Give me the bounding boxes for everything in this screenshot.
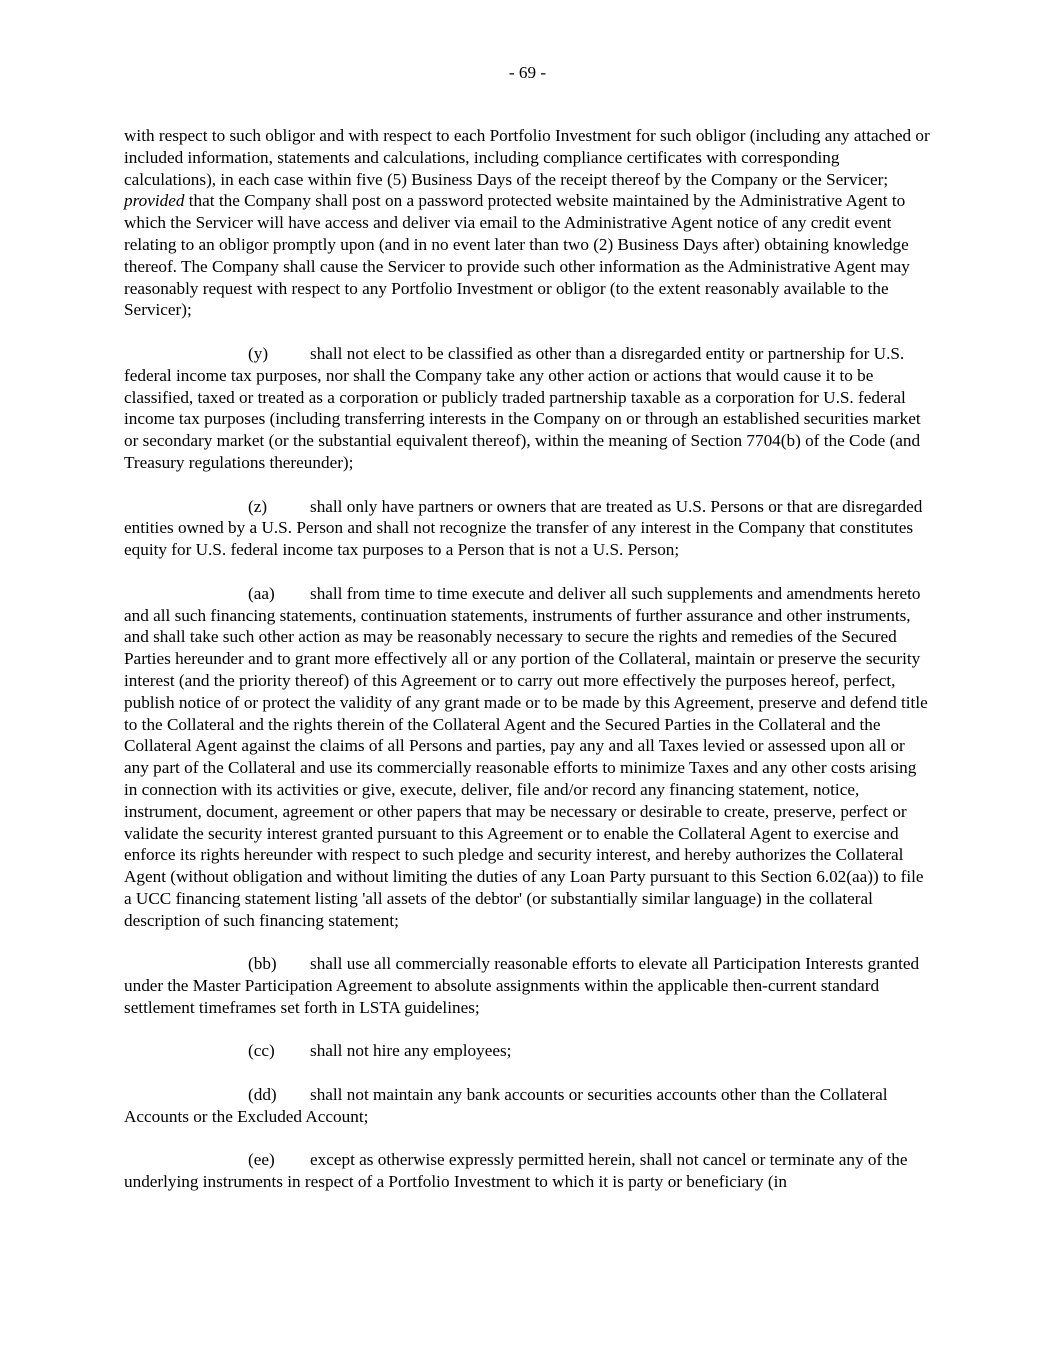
clause-label: (bb) (248, 954, 277, 974)
clause-bb (124, 953, 930, 1018)
clause-text: shall not elect to be classified as other than a disregarded entity or partnership for U.S. federal income tax purposes, nor shall the Company take any other action or actions that would cause it to be classified, taxed or treated as a corporation or publicly traded partnership taxable as a corporation for U.S. federal income tax purposes (including transferring interests in the Company on or through an established securities market or secondary market (or the substantial equivalent thereof), within the meaning of Section 7704(b) of the Code (and Treasury regulations thereunder); (124, 343, 921, 472)
clause-label: (ee) (248, 1150, 275, 1170)
clause-text: shall only have partners or owners that are treated as U.S. Persons or that are disregarded entities owned by a U.S. Person and shall not recognize the transfer of any interest in the Company that constitutes equity for U.S. federal income tax purposes to a Person that is not a U.S. Person; (124, 496, 923, 560)
provided-italic: provided (124, 191, 185, 211)
clause-text: shall from time to time execute and deliver all such supplements and amendments hereto and all such financing statements, continuation statements, instruments of further assurance and other instruments, and shall take such other action as may be reasonably necessary to secure the rights and remedies of the Secured Parties hereunder and to grant more effectively all or any portion of the Collateral, maintain or preserve the security interest (and the priority thereof) of this Agreement or to carry out more effectively the purposes hereof, perfect, publish notice of or protect the validity of any grant made or to be made by this Agreement, preserve and defend title to the Collateral and the rights therein of the Collateral Agent and the Secured Parties in the Collateral and the Collateral Agent against the claims of all Persons and parties, pay any and all Taxes levied or assessed upon all or any part of the Collateral and use its commercially reasonable efforts to minimize Taxes and any other costs arising in connection with its activities or give, execute, deliver, file and/or record any financing statement, notice, instrument, document, agreement or other papers that may be necessary or desirable to create, preserve, perfect or validate the security interest granted pursuant to this Agreement or to enable the Collateral Agent to exercise and enforce its rights hereunder with respect to such pledge and security interest, and hereby authorizes the Collateral Agent (without obligation and without limiting the duties of any Loan Party pursuant to this Section 6.02(aa)) to file a UCC financing statement listing 'all assets of the debtor' (or substantially similar language) in the collateral description of such financing statement; (124, 583, 928, 930)
clause-cc (124, 1040, 930, 1062)
clause-text: shall use all commercially reasonable efforts to elevate all Participation Interests granted under the Master Participation Agreement to absolute assignments within the applicable then-current standard settlement timeframes set forth in LSTA guidelines; (124, 954, 920, 1017)
clause-label: (z) (248, 496, 268, 516)
paragraph-continuation (124, 125, 930, 321)
clause-text: shall not maintain any bank accounts or securities accounts other than the Collateral Accounts or the Excluded Account; (124, 1085, 888, 1126)
clause-label: (cc) (248, 1041, 275, 1061)
clause-label: (y) (248, 343, 269, 363)
clause-y (124, 343, 930, 474)
clause-ee (124, 1149, 930, 1193)
page-number: - 69 - (508, 63, 547, 82)
clause-text: except as otherwise expressly permitted herein, shall not cancel or terminate any of the underlying instruments in respect of a Portfolio Investment to which it is party or beneficiary (in (124, 1150, 908, 1192)
clause-text: shall not hire any employees; (310, 1041, 512, 1061)
continuation-text-before: with respect to such obligor and with respect to each Portfolio Investment for such obligor (including any attached or included information, statements and calculations, including compliance certificates with corresponding calculations), in each case within five (5) Business Days of the receipt thereof by the Company or the Servicer; (124, 126, 930, 189)
clause-dd (124, 1084, 930, 1128)
clause-label: (aa) (248, 583, 275, 603)
clause-label: (dd) (248, 1085, 277, 1105)
document-body (124, 125, 930, 1215)
clause-z (124, 496, 930, 561)
clause-aa (124, 583, 930, 932)
continuation-text-after: that the Company shall post on a password protected website maintained by the Administrative Agent to which the Servicer will have access and deliver via email to the Administrative Agent notice of any credit event relating to an obligor promptly upon (and in no event later than two (2) Business Days after) obtaining knowledge thereof. The Company shall cause the Servicer to provide such other information as the Administrative Agent may reasonably request with respect to any Portfolio Investment or obligor (to the extent reasonably available to the Servicer); (124, 191, 910, 320)
